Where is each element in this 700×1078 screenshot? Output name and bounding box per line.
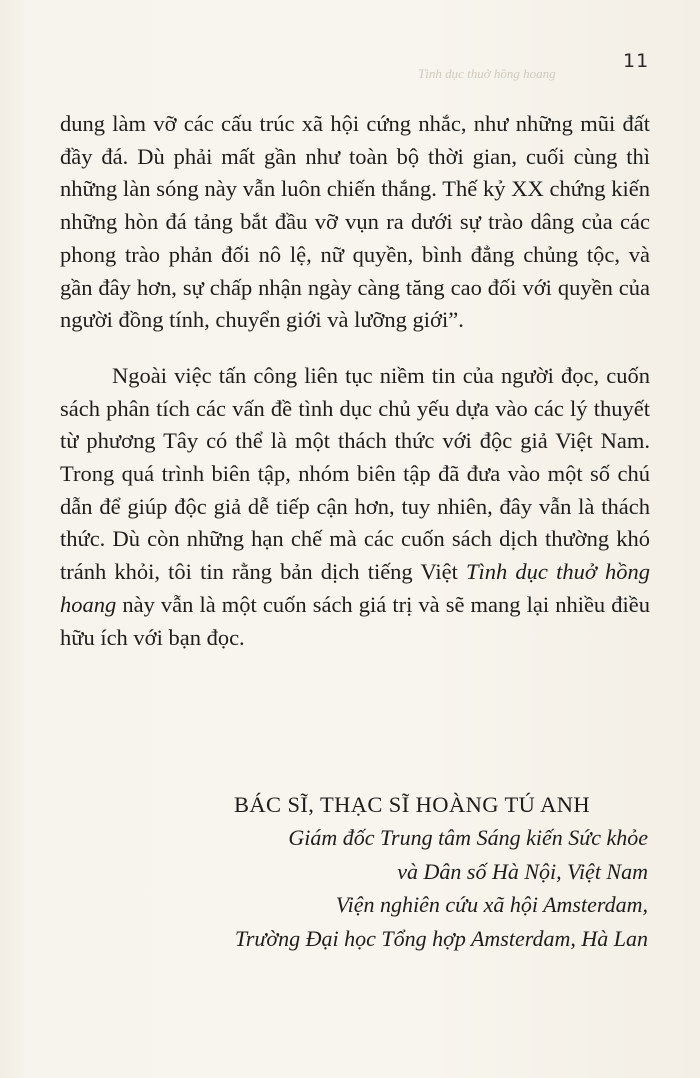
- paragraph-2: [60, 360, 650, 654]
- author-title-line-2: và Dân số Hà Nội, Việt Nam: [397, 858, 648, 884]
- running-head: Tình dục thuở hồng hoang: [418, 66, 556, 81]
- book-title-italic: Tình dục thuở hồng hoang: [60, 559, 650, 617]
- author-title-line-1: Giám đốc Trung tâm Sáng kiến Sức khỏe: [288, 825, 648, 850]
- paragraph-2-text-a: Ngoài việc tấn công liên tục niềm tin của người đọc, cuốn sách phân tích các vấn đề tình dục chủ yếu dựa vào các lý thuyết từ phương Tây có thể là một thách thức với độc giả Việt Nam. Trong quá trình biên tập, nhóm biên tập đã đưa vào một số chú dẫn để giúp độc giả dễ tiếp cận hơn, tuy nhiên, đây vẫn là thách thức. Dù còn những hạn chế mà các cuốn sách dịch thường khó tránh khỏi, tôi tin rằng bản dịch tiếng Việt: [60, 362, 650, 585]
- page-number: 11: [623, 50, 650, 72]
- body-text: [60, 108, 650, 654]
- paragraph-1: dung làm vỡ các cấu trúc xã hội cứng nhắc, như những mũi đất đầy đá. Dù phải mất gần như toàn bộ thời gian, cuối cùng thì những làn sóng này vẫn luôn chiến thắng. Thế kỷ XX chứng kiến những hòn đá tảng bắt đầu vỡ vụn ra dưới sự trào dâng của các phong trào phản đối nô lệ, nữ quyền, bình đẳng chủng tộc, và gần đây hơn, sự chấp nhận ngày càng tăng cao đối với quyền của người đồng tính, chuyển giới và lưỡng giới”.: [60, 111, 650, 333]
- paragraph-2-text-b: này vẫn là một cuốn sách giá trị và sẽ mang lại nhiều điều hữu ích với bạn đọc.: [60, 591, 650, 650]
- author-affiliation-line-2: Trường Đại học Tổng hợp Amsterdam, Hà Lan: [234, 925, 648, 951]
- signature-block: [208, 788, 648, 955]
- author-name: BÁC SĨ, THẠC SĨ HOÀNG TÚ ANH: [234, 792, 591, 817]
- author-affiliation-line-1: Viện nghiên cứu xã hội Amsterdam,: [335, 892, 648, 917]
